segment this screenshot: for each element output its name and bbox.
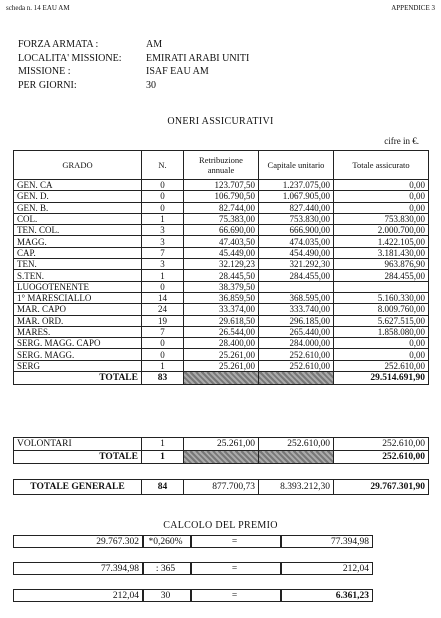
row-n: 0	[142, 202, 184, 213]
table-body	[14, 180, 429, 372]
row-retribuzione: 29.618,50	[184, 315, 259, 326]
table-row	[14, 338, 429, 349]
row-retribuzione: 26.544,00	[184, 326, 259, 337]
row-grado: COL.	[14, 213, 142, 224]
row-capitale: 265.440,00	[259, 326, 334, 337]
table-row	[14, 281, 429, 292]
totale-row	[14, 372, 429, 385]
premio-title: CALCOLO DEL PREMIO	[163, 520, 278, 531]
totale-generale-row	[14, 480, 429, 495]
row-capitale: 1.067.905,00	[259, 191, 334, 202]
row-retribuzione: 33.374,00	[184, 304, 259, 315]
row-totale: 5.627.515,00	[334, 315, 429, 326]
premio-eq: =	[191, 562, 281, 575]
row-capitale: 753.830,00	[259, 213, 334, 224]
info-value: EMIRATI ARABI UNITI	[146, 52, 250, 64]
row-n: 1	[142, 270, 184, 281]
row-totale: 0,00	[334, 191, 429, 202]
row-n: 0	[142, 281, 184, 292]
row-totale: 1.858.080,00	[334, 326, 429, 337]
row-totale: 753.830,00	[334, 213, 429, 224]
premio-res: 212,04	[281, 562, 373, 575]
row-n: 7	[142, 247, 184, 258]
row-grado: GEN. CA	[14, 180, 142, 191]
row-totale: 2.000.700,00	[334, 225, 429, 236]
table-row	[14, 202, 429, 213]
row-totale	[334, 281, 429, 292]
row-n: 1	[142, 360, 184, 371]
row-totale: 0,00	[334, 180, 429, 191]
row-retribuzione: 25.261,00	[184, 360, 259, 371]
volontari-totale: 252.610,00	[334, 438, 429, 451]
row-retribuzione: 28.445,50	[184, 270, 259, 281]
appendix-label: APPENDICE 3	[391, 4, 435, 12]
shaded-cell	[184, 372, 259, 385]
totale-generale-capitale: 8.393.212,30	[259, 480, 334, 495]
row-n: 7	[142, 326, 184, 337]
row-retribuzione: 45.449,00	[184, 247, 259, 258]
col-grado: GRADO	[14, 151, 142, 180]
row-grado: MAR. CAPO	[14, 304, 142, 315]
row-n: 3	[142, 225, 184, 236]
row-grado: SERG. MAGG. CAPO	[14, 338, 142, 349]
premio-eq: =	[191, 535, 281, 548]
row-capitale: 284.000,00	[259, 338, 334, 349]
totale-label: TOTALE	[14, 372, 142, 385]
row-totale: 963.876,90	[334, 259, 429, 270]
table-row	[14, 236, 429, 247]
currency-note: cifre in €.	[384, 136, 419, 146]
table-row	[14, 270, 429, 281]
row-retribuzione: 106.790,50	[184, 191, 259, 202]
info-label: PER GIORNI:	[18, 79, 77, 91]
col-retribuzione: Retribuzione annuale	[184, 151, 259, 180]
table-row	[14, 326, 429, 337]
shaded-cell	[259, 372, 334, 385]
totale-value: 29.514.691,90	[334, 372, 429, 385]
table-row	[14, 191, 429, 202]
row-grado: GEN. D.	[14, 191, 142, 202]
premio-a: 29.767.302	[13, 535, 143, 548]
totale-vol-n: 1	[142, 451, 184, 464]
row-retribuzione: 32.129,23	[184, 259, 259, 270]
row-retribuzione: 66.690,00	[184, 225, 259, 236]
totale-generale-label: TOTALE GENERALE	[14, 480, 142, 495]
row-capitale	[259, 281, 334, 292]
row-capitale: 1.237.075,00	[259, 180, 334, 191]
table-row	[14, 349, 429, 360]
row-n: 0	[142, 349, 184, 360]
info-label: MISSIONE :	[18, 66, 71, 77]
table-row	[14, 213, 429, 224]
row-capitale: 454.490,00	[259, 247, 334, 258]
row-capitale: 666.900,00	[259, 225, 334, 236]
table-row	[14, 360, 429, 371]
premio-result: 6.361,23	[281, 589, 373, 602]
row-grado: MAGG.	[14, 236, 142, 247]
row-n: 0	[142, 191, 184, 202]
volontari-table	[13, 437, 429, 464]
row-retribuzione: 123.707,50	[184, 180, 259, 191]
info-row	[18, 38, 249, 52]
row-totale: 252.610,00	[334, 360, 429, 371]
table-header	[14, 151, 429, 180]
row-capitale: 296.185,00	[259, 315, 334, 326]
info-value: ISAF EAU AM	[146, 66, 209, 77]
row-grado: S.TEN.	[14, 270, 142, 281]
table-row	[14, 247, 429, 258]
premio-a: 77.394,98	[13, 562, 143, 575]
shaded-cell	[259, 451, 334, 464]
row-grado: LUOGOTENENTE	[14, 281, 142, 292]
row-capitale: 321.292,30	[259, 259, 334, 270]
table-row	[14, 315, 429, 326]
row-grado: 1° MARESCIALLO	[14, 292, 142, 303]
totale-vol-row	[14, 451, 429, 464]
row-n: 14	[142, 292, 184, 303]
row-grado: CAP.	[14, 247, 142, 258]
row-retribuzione: 47.403,50	[184, 236, 259, 247]
table-row	[14, 225, 429, 236]
premio-eq: =	[191, 589, 281, 602]
totale-vol-value: 252.610,00	[334, 451, 429, 464]
totale-generale-retribuzione: 877.700,73	[184, 480, 259, 495]
row-grado: TEN.	[14, 259, 142, 270]
premio-op: 30	[143, 589, 191, 602]
table-row	[14, 304, 429, 315]
row-retribuzione: 75.383,00	[184, 213, 259, 224]
row-totale: 3.181.430,00	[334, 247, 429, 258]
row-totale: 8.009.760,00	[334, 304, 429, 315]
insurance-table	[13, 150, 429, 385]
info-row	[18, 79, 249, 93]
volontari-row	[14, 438, 429, 451]
premio-a: 212,04	[13, 589, 143, 602]
row-retribuzione: 28.400,00	[184, 338, 259, 349]
totale-generale-table	[13, 479, 429, 495]
row-capitale: 827.440,00	[259, 202, 334, 213]
mission-info	[18, 38, 249, 92]
row-capitale: 284.455,00	[259, 270, 334, 281]
row-n: 3	[142, 236, 184, 247]
section-title: ONERI ASSICURATIVI	[167, 116, 274, 127]
info-label: FORZA ARMATA :	[18, 39, 99, 50]
volontari-n: 1	[142, 438, 184, 451]
totale-generale-totale: 29.767.301,90	[334, 480, 429, 495]
info-value: AM	[146, 39, 163, 50]
row-grado: GEN. B.	[14, 202, 142, 213]
row-retribuzione: 38.379,50	[184, 281, 259, 292]
sheet-ref: scheda n. 14 EAU AM	[6, 4, 70, 12]
info-row	[18, 52, 249, 66]
table-row	[14, 292, 429, 303]
row-capitale: 333.740,00	[259, 304, 334, 315]
row-capitale: 368.595,00	[259, 292, 334, 303]
col-capitale: Capitale unitario	[259, 151, 334, 180]
row-capitale: 252.610,00	[259, 349, 334, 360]
row-totale: 0,00	[334, 202, 429, 213]
info-row	[18, 65, 249, 79]
info-value: 30	[146, 79, 156, 91]
table-row	[14, 180, 429, 191]
volontari-capitale: 252.610,00	[259, 438, 334, 451]
premio-op: *0,260%	[143, 535, 191, 548]
row-grado: TEN. COL.	[14, 225, 142, 236]
row-grado: SERG. MAGG.	[14, 349, 142, 360]
row-retribuzione: 82.744,00	[184, 202, 259, 213]
table-row	[14, 259, 429, 270]
row-grado: SERG	[14, 360, 142, 371]
volontari-retribuzione: 25.261,00	[184, 438, 259, 451]
row-n: 0	[142, 180, 184, 191]
premio-op: : 365	[143, 562, 191, 575]
row-grado: MAR. ORD.	[14, 315, 142, 326]
volontari-label: VOLONTARI	[14, 438, 142, 451]
row-retribuzione: 25.261,00	[184, 349, 259, 360]
row-n: 19	[142, 315, 184, 326]
row-n: 0	[142, 338, 184, 349]
totale-n: 83	[142, 372, 184, 385]
info-label: LOCALITA' MISSIONE:	[18, 52, 122, 64]
row-n: 3	[142, 259, 184, 270]
row-totale: 5.160.330,00	[334, 292, 429, 303]
row-capitale: 252.610,00	[259, 360, 334, 371]
row-totale: 1.422.105,00	[334, 236, 429, 247]
row-capitale: 474.035,00	[259, 236, 334, 247]
row-grado: MARES.	[14, 326, 142, 337]
row-totale: 0,00	[334, 338, 429, 349]
row-totale: 0,00	[334, 349, 429, 360]
shaded-cell	[184, 451, 259, 464]
col-totale: Totale assicurato	[334, 151, 429, 180]
row-n: 24	[142, 304, 184, 315]
totale-generale-n: 84	[142, 480, 184, 495]
totale-vol-label: TOTALE	[14, 451, 142, 464]
row-n: 1	[142, 213, 184, 224]
col-n: N.	[142, 151, 184, 180]
premio-res: 77.394,98	[281, 535, 373, 548]
row-totale: 284.455,00	[334, 270, 429, 281]
row-retribuzione: 36.859,50	[184, 292, 259, 303]
